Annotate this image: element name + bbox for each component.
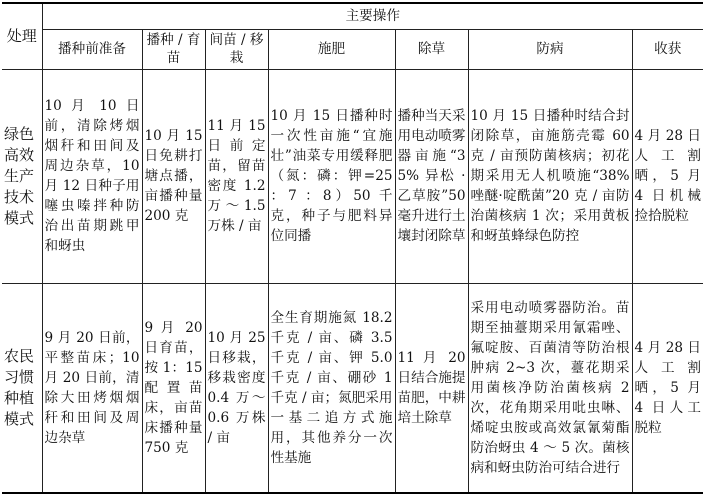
treatment-header: 处理 — [2, 3, 42, 69]
cell-disease: 采用电动喷雾器防治。苗期至抽薹期采用氰霜唑、氟啶胺、百菌清等防治根肿病 2~3 次，薹花期采用菌核净防治菌核病 2 次，花角期采用吡虫啉、烯啶虫胺或高效氯氰菊酯防治蚜虫 4 ～ 5 次。菌核病和蚜虫防治可结合进行 — [468, 283, 632, 493]
row-mode-label: 绿色高效生产技术模式 — [2, 69, 42, 283]
column-header-sowing: 播种 / 育苗 — [142, 29, 205, 69]
table-row — [2, 69, 703, 283]
cell-harvest: 4 月 28 日人工割晒，5 月 4 日机械捡拾脱粒 — [632, 69, 703, 283]
cell-fertilizing: 10 月 15 日播种时一次性亩施“宜施壮”油菜专用缓释肥（氮：磷：钾=25 ：7 ：8）50 千克，种子与肥料异位同播 — [268, 69, 395, 283]
cell-thinning: 10 月 25 日移栽，移栽密度 0.4 万～0.6 万株 / 亩 — [205, 283, 268, 493]
cell-sowing: 9 月 20 日育苗，按 1：15 配置苗床，亩苗床播种量 750 克 — [142, 283, 205, 493]
column-header-thinning: 间苗 / 移栽 — [205, 29, 268, 69]
cell-weeding: 11 月 20 日结合施提苗肥，中耕培土除草 — [395, 283, 468, 493]
table-row — [2, 283, 703, 493]
main-ops-header: 主要操作 — [42, 3, 703, 29]
cell-disease: 10 月 15 日播种时结合封闭除草，亩施筋壳霉 60 克 / 亩预防菌核病；初花期采用无人机喷施“38% 唑醚·啶酰菌”20 克 / 亩防治菌核病 1 次；采用黄板和蚜茧蜂绿色防控 — [468, 69, 632, 283]
column-header-disease: 防病 — [468, 29, 632, 69]
column-header-fertilizing: 施肥 — [268, 29, 395, 69]
column-header-weeding: 除草 — [395, 29, 468, 69]
cell-prep: 10 月 10 日前，清除烤烟烟秆和田间及周边杂草，10 月 12 日种子用噻虫嗪拌种防治出苗期跳甲和蚜虫 — [42, 69, 142, 283]
cell-fertilizing: 全生育期施氮 18.2 千克 / 亩、磷 3.5 千克 / 亩、钾 5.0 千克 / 亩、硼砂 1 千克 / 亩；氮肥采用一基二追方式施用，其他养分一次性基施 — [268, 283, 395, 493]
cell-sowing: 10 月 15 日免耕打塘点播，亩播种量 200 克 — [142, 69, 205, 283]
column-header-prep: 播种前准备 — [42, 29, 142, 69]
cell-harvest: 4 月 28 日人工割晒，5 月 4 日人工脱粒 — [632, 283, 703, 493]
cell-weeding: 播种当天采用电动喷雾器亩施“35% 异松 · 乙草胺”50 毫升进行土壤封闭除草 — [395, 69, 468, 283]
operations-table — [2, 2, 703, 494]
cell-thinning: 11 月 15 日前定苗，留苗密度 1.2 万～1.5 万株 / 亩 — [205, 69, 268, 283]
column-header-harvest: 收获 — [632, 29, 703, 69]
cell-prep: 9 月 20 日前，平整苗床；10 月 20 日前，清除大田烤烟烟秆和田间及周边杂草 — [42, 283, 142, 493]
row-mode-label: 农民习惯种植模式 — [2, 283, 42, 493]
